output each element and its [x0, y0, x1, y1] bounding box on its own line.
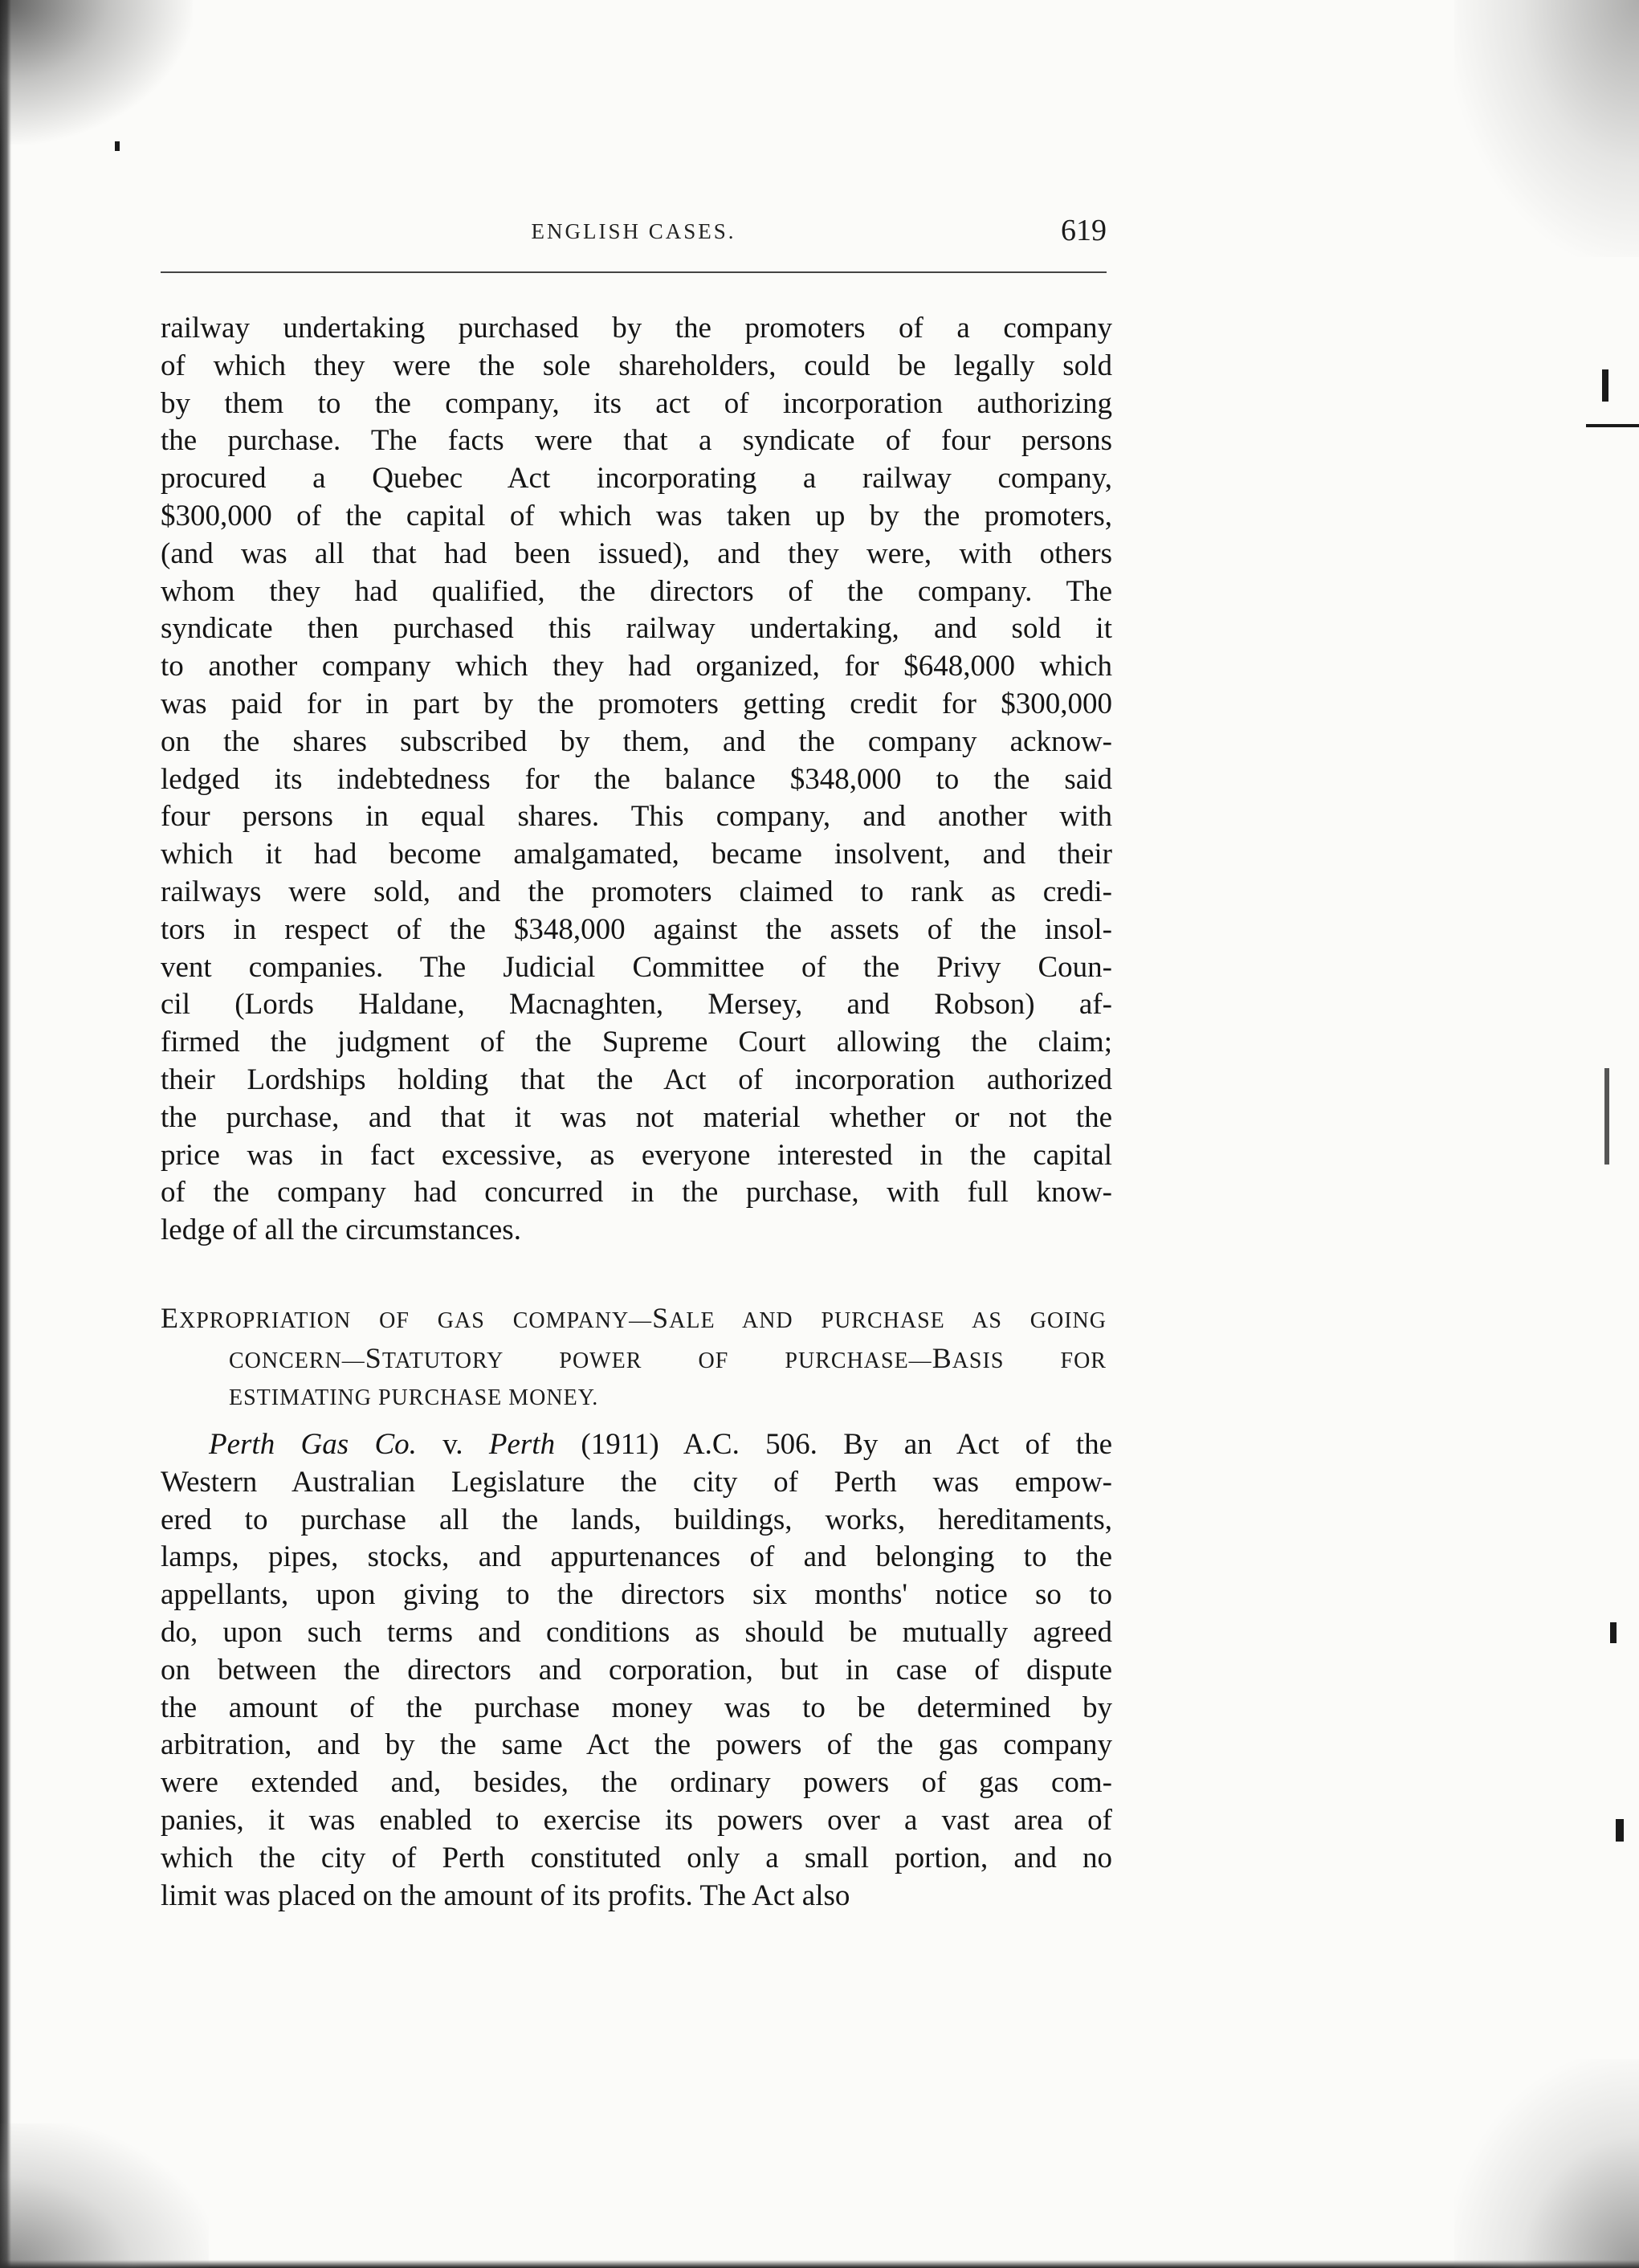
scan-shadow-bottom-right	[1454, 2059, 1639, 2268]
paragraph-line: limit was placed on the amount of its profits. The Act also	[161, 1878, 850, 1912]
paragraph-line: do, upon such terms and conditions as should be mutually agreed	[161, 1615, 1112, 1649]
header-rule	[161, 271, 1107, 273]
paragraph-line: whom they had qualified, the directors of the company. The	[161, 574, 1112, 608]
paragraph-line: by them to the company, its act of incorporation authorizing	[161, 386, 1112, 420]
paragraph-line: the amount of the purchase money was to be determined by	[161, 1691, 1112, 1724]
paragraph-line: railway undertaking purchased by the promoters of a company	[161, 312, 1112, 345]
paragraph-line: of which they were the sole shareholders, could be legally sold	[161, 349, 1112, 382]
paragraph-line: the purchase. The facts were that a syndicate of four persons	[161, 424, 1112, 458]
citation: (1911) A.C. 506.	[555, 1428, 817, 1461]
paragraph-first-line: Perth Gas Co. v. Perth (1911) A.C. 506. By an Act of the	[209, 1428, 1112, 1461]
paragraph-line: tors in respect of the $348,000 against the assets of the insol-	[161, 912, 1112, 946]
section-heading-line: CONCERN—STATUTORY POWER OF PURCHASE—BASIS FOR	[229, 1342, 1107, 1374]
section-heading-line: EXPROPRIATION OF GAS COMPANY—SALE AND PURCHASE AS GOING	[161, 1302, 1107, 1334]
paragraph-line: ledge of all the circumstances.	[161, 1214, 521, 1247]
paragraph-line: $300,000 of the capital of which was taken up by the promoters,	[161, 499, 1112, 532]
paragraph-perth-gas	[161, 1426, 1112, 1915]
paragraph-line: the purchase, and that it was not material whether or not the	[161, 1100, 1112, 1134]
paragraph-line: cil (Lords Haldane, Macnaghten, Mersey, and Robson) af-	[161, 988, 1112, 1022]
paragraph-line: which it had become amalgamated, became insolvent, and their	[161, 838, 1112, 871]
paragraph-line: four persons in equal shares. This company, and another with	[161, 800, 1112, 834]
case-name: Perth Gas Co.	[209, 1428, 417, 1461]
running-title: ENGLISH CASES.	[531, 219, 736, 243]
paragraph-line: lamps, pipes, stocks, and appurtenances of and belonging to the	[161, 1540, 1112, 1574]
paragraph-line: was paid for in part by the promoters getting credit for $300,000	[161, 687, 1112, 720]
scan-shadow-top-left	[0, 0, 193, 145]
paragraph-line: vent companies. The Judicial Committee of the Privy Coun-	[161, 950, 1112, 984]
case-party: Perth	[488, 1428, 556, 1461]
paragraph-line: arbitration, and by the same Act the powers of the gas company	[161, 1728, 1112, 1762]
paragraph-continuation	[161, 310, 1112, 1250]
scan-mark	[1610, 1622, 1617, 1643]
paragraph-line: their Lordships holding that the Act of incorporation authorized	[161, 1063, 1112, 1096]
section-heading-line: ESTIMATING PURCHASE MONEY.	[229, 1385, 599, 1410]
paragraph-line: on between the directors and corporation, but in case of dispute	[161, 1653, 1112, 1687]
scan-mark	[1616, 1819, 1624, 1842]
paragraph-line: of the company had concurred in the purchase, with full know-	[161, 1176, 1112, 1209]
paragraph-line: railways were sold, and the promoters claimed to rank as credi-	[161, 875, 1112, 908]
paragraph-line: to another company which they had organized, for $648,000 which	[161, 650, 1112, 683]
page-number: 619	[1061, 214, 1107, 247]
scan-mark	[115, 141, 120, 151]
paragraph-line: procured a Quebec Act incorporating a railway company,	[161, 462, 1112, 496]
scan-mark	[1602, 369, 1608, 402]
paragraph-line: (and was all that had been issued), and they were, with others	[161, 536, 1112, 570]
paragraph-line: on the shares subscribed by them, and the company acknow-	[161, 724, 1112, 758]
paragraph-line: price was in fact excessive, as everyone interested in the capital	[161, 1138, 1112, 1172]
scan-edge-left	[0, 0, 11, 2268]
scan-edge-bottom	[0, 2260, 1639, 2268]
scan-shadow-top-right	[1454, 0, 1639, 257]
running-header	[161, 213, 1107, 261]
scan-mark	[1604, 1068, 1609, 1165]
section-heading	[161, 1299, 1107, 1417]
paragraph-line: Western Australian Legislature the city of Perth was empow-	[161, 1465, 1112, 1499]
paragraph-line: firmed the judgment of the Supreme Court allowing the claim;	[161, 1026, 1112, 1059]
paragraph-line: which the city of Perth constituted only a small portion, and no	[161, 1841, 1112, 1874]
paragraph-line: appellants, upon giving to the directors six months' notice so to	[161, 1578, 1112, 1612]
paragraph-line: ered to purchase all the lands, buildings, works, hereditaments,	[161, 1503, 1112, 1536]
scan-shadow-bottom-left	[0, 2123, 209, 2268]
paragraph-line: were extended and, besides, the ordinary powers of gas com-	[161, 1766, 1112, 1800]
scan-mark	[1586, 424, 1639, 427]
paragraph-line: panies, it was enabled to exercise its powers over a vast area of	[161, 1803, 1112, 1837]
paragraph-line: syndicate then purchased this railway undertaking, and sold it	[161, 612, 1112, 646]
paragraph-line: ledged its indebtedness for the balance $348,000 to the said	[161, 762, 1112, 796]
